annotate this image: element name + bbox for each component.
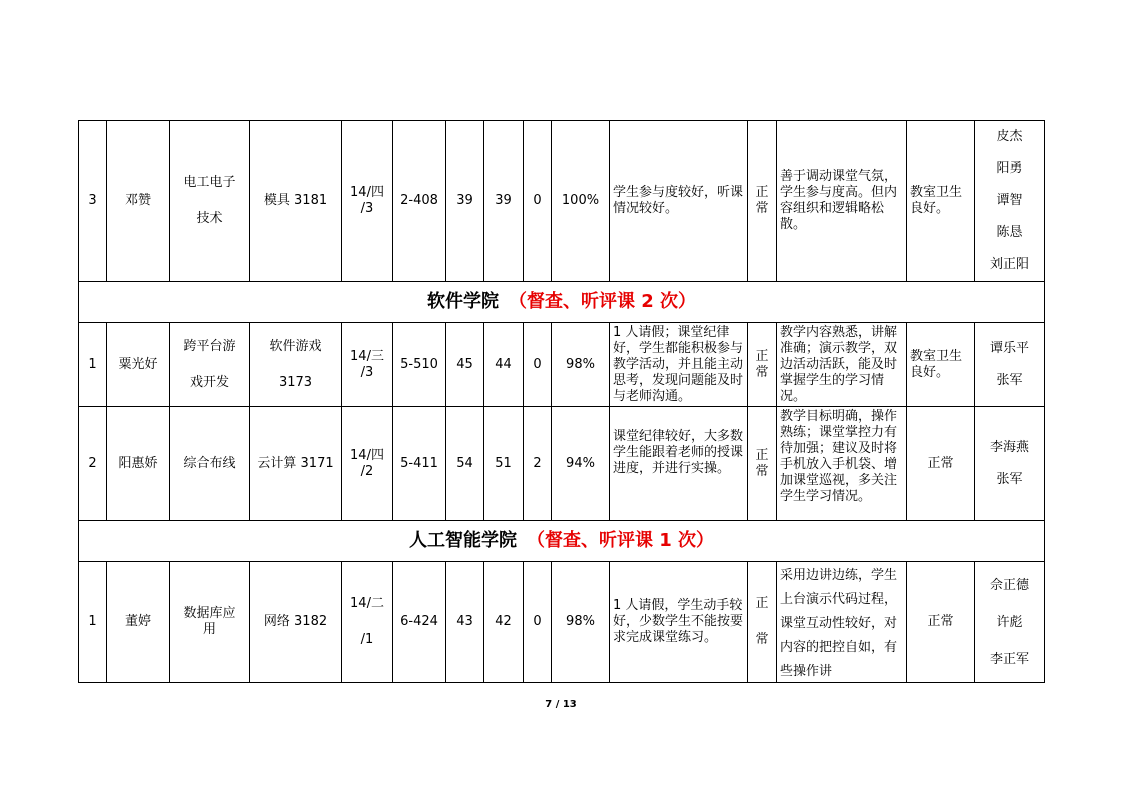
section-title: 软件学院 <box>426 291 499 312</box>
course-name: 跨平台游 戏开发 <box>170 323 250 407</box>
teacher-name: 阳惠娇 <box>107 407 170 521</box>
table-row <box>79 407 1045 521</box>
absent-count: 0 <box>524 323 552 407</box>
present-count: 39 <box>484 121 524 282</box>
present-count: 42 <box>484 562 524 683</box>
attendance-rate: 98% <box>552 323 610 407</box>
absent-count: 2 <box>524 407 552 521</box>
row-number: 2 <box>79 407 107 521</box>
enrolled-count: 39 <box>446 121 484 282</box>
room: 6-424 <box>393 562 446 683</box>
status: 正 常 <box>748 407 777 521</box>
discipline-note: 1 人请假，学生动手较好，少数学生不能按要求完成课堂练习。 <box>610 562 748 683</box>
table-row <box>79 562 1045 683</box>
teaching-note: 善于调动课堂气氛，学生参与度高。但内容组织和逻辑略松散。 <box>777 121 907 282</box>
room: 5-510 <box>393 323 446 407</box>
inspectors: 皮杰 阳勇 谭智 陈恳 刘正阳 <box>975 121 1045 282</box>
discipline-note: 课堂纪律较好，大多数学生能跟着老师的授课进度，并进行实操。 <box>610 407 748 521</box>
environment-note: 教室卫生良好。 <box>907 323 975 407</box>
week-day: 14/四 /3 <box>342 121 393 282</box>
week-day: 14/四 /2 <box>342 407 393 521</box>
attendance-rate: 98% <box>552 562 610 683</box>
teaching-note: 教学目标明确，操作熟练；课堂掌控力有待加强；建议及时将手机放入手机袋、增加课堂巡视，多关注学生学习情况。 <box>777 407 907 521</box>
section-note: （督查、听评课 2 次） <box>508 291 697 312</box>
section-header <box>79 282 1045 323</box>
table-row <box>79 121 1045 282</box>
table-row <box>79 323 1045 407</box>
enrolled-count: 54 <box>446 407 484 521</box>
teacher-name: 粟光好 <box>107 323 170 407</box>
present-count: 51 <box>484 407 524 521</box>
discipline-note: 1 人请假；课堂纪律好，学生都能积极参与教学活动，并且能主动思考，发现问题能及时与老师沟通。 <box>610 323 748 407</box>
attendance-rate: 100% <box>552 121 610 282</box>
status: 正 常 <box>748 562 777 683</box>
enrolled-count: 45 <box>446 323 484 407</box>
environment-note: 正常 <box>907 407 975 521</box>
class-name: 软件游戏 3173 <box>250 323 342 407</box>
inspectors: 佘正德 许彪 李正军 <box>975 562 1045 683</box>
class-name: 网络 3182 <box>250 562 342 683</box>
inspection-table <box>78 120 1045 683</box>
room: 2-408 <box>393 121 446 282</box>
discipline-note: 学生参与度较好，听课情况较好。 <box>610 121 748 282</box>
page-number: 7 / 13 <box>545 699 577 710</box>
section-title: 人工智能学院 <box>408 530 517 551</box>
absent-count: 0 <box>524 121 552 282</box>
present-count: 44 <box>484 323 524 407</box>
teaching-note: 教学内容熟悉，讲解准确；演示教学，双边活动活跃，能及时掌握学生的学习情况。 <box>777 323 907 407</box>
attendance-rate: 94% <box>552 407 610 521</box>
inspectors: 谭乐平 张军 <box>975 323 1045 407</box>
environment-note: 教室卫生良好。 <box>907 121 975 282</box>
status: 正 常 <box>748 121 777 282</box>
class-name: 模具 3181 <box>250 121 342 282</box>
course-name: 综合布线 <box>170 407 250 521</box>
section-header <box>79 521 1045 562</box>
enrolled-count: 43 <box>446 562 484 683</box>
week-day: 14/三 /3 <box>342 323 393 407</box>
status: 正 常 <box>748 323 777 407</box>
inspectors: 李海燕 张军 <box>975 407 1045 521</box>
absent-count: 0 <box>524 562 552 683</box>
week-day: 14/二 /1 <box>342 562 393 683</box>
section-note: （督查、听评课 1 次） <box>526 530 715 551</box>
teaching-note: 采用边讲边练，学生上台演示代码过程，课堂互动性较好，对内容的把控自如，有些操作讲 <box>777 562 907 683</box>
environment-note: 正常 <box>907 562 975 683</box>
course-name: 数据库应 用 <box>170 562 250 683</box>
class-name: 云计算 3171 <box>250 407 342 521</box>
teacher-name: 邓赞 <box>107 121 170 282</box>
teacher-name: 董婷 <box>107 562 170 683</box>
row-number: 1 <box>79 323 107 407</box>
row-number: 1 <box>79 562 107 683</box>
course-name: 电工电子 技术 <box>170 121 250 282</box>
row-number: 3 <box>79 121 107 282</box>
room: 5-411 <box>393 407 446 521</box>
